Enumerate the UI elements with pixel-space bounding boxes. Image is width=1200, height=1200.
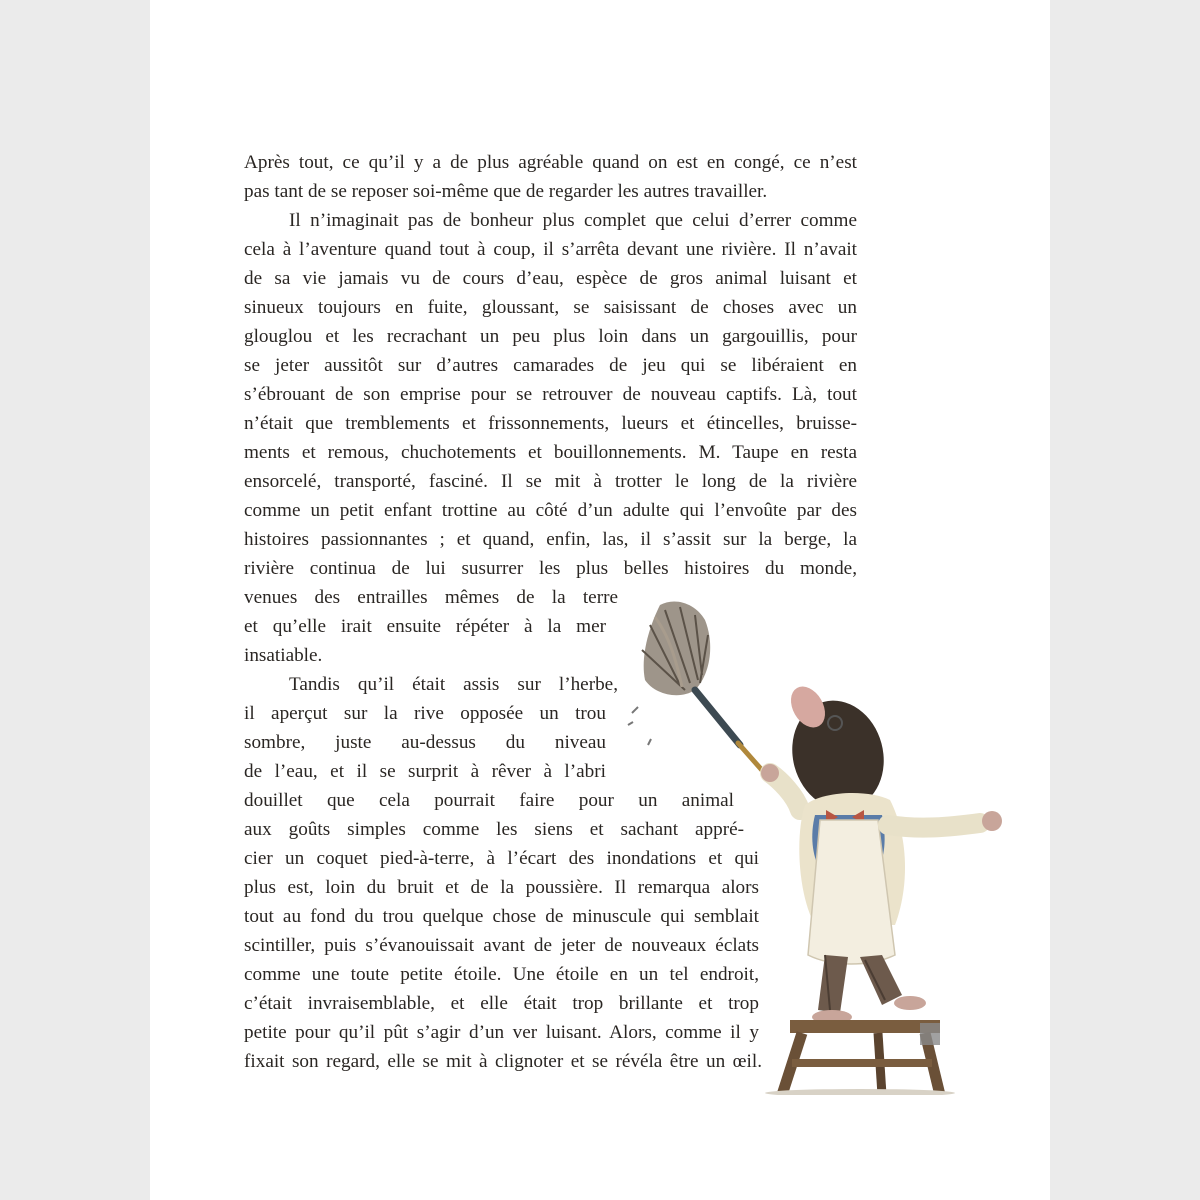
- text-line: cela à l’aventure quand tout à coup, il s’arrêta devant une rivière. Il n’avait: [244, 239, 857, 260]
- text-line: n’était que tremblements et frissonnements, lueurs et étincelles, bruisse-: [244, 413, 857, 434]
- feather-duster-icon: [628, 601, 768, 777]
- text-line: glouglou et les recrachant un peu plus loin dans un gargouillis, pour: [244, 326, 857, 347]
- text-line: fixait son regard, elle se mit à clignoter et se révéla être un œil.: [244, 1051, 762, 1072]
- text-line: c’était invraisemblable, et elle était trop brillante et trop: [244, 993, 759, 1014]
- text-line: de l’eau, et il se surprit à rêver à l’abri: [244, 761, 606, 782]
- text-line: comme un petit enfant trottine au côté d’un adulte qui l’envoûte par des: [244, 500, 857, 521]
- text-line: ments et remous, chuchotements et bouillonnements. M. Taupe en resta: [244, 442, 857, 463]
- text-line: histoires passionnantes ; et quand, enfin, las, il s’assit sur la berge, la: [244, 529, 857, 550]
- text-line: sinueux toujours en fuite, gloussant, se saisissant de choses avec un: [244, 297, 857, 318]
- text-line: scintiller, puis s’évanouissait avant de jeter de nouveaux éclats: [244, 935, 759, 956]
- text-line: Après tout, ce qu’il y a de plus agréable quand on est en congé, ce n’est: [244, 152, 857, 173]
- stepladder-icon: [782, 1020, 940, 1095]
- text-line: pas tant de se reposer soi-même que de regarder les autres travailler.: [244, 181, 768, 202]
- text-line: comme une toute petite étoile. Une étoile en un tel endroit,: [244, 964, 759, 985]
- text-line: tout au fond du trou quelque chose de minuscule qui semblait: [244, 906, 759, 927]
- text-line: il aperçut sur la rive opposée un trou: [244, 703, 606, 724]
- text-line: venues des entrailles mêmes de la terre: [244, 587, 618, 608]
- text-line: plus est, loin du bruit et de la poussière. Il remarqua alors: [244, 877, 759, 898]
- text-line: se jeter aussitôt sur d’autres camarades de jeu qui se libéraient en: [244, 355, 857, 376]
- text-line: sombre, juste au-dessus du niveau: [244, 732, 606, 753]
- text-line: ensorcelé, transporté, fasciné. Il se mit à trotter le long de la rivière: [244, 471, 857, 492]
- text-line: et qu’elle irait ensuite répéter à la mer: [244, 616, 606, 637]
- text-line: de sa vie jamais vu de cours d’eau, espèce de gros animal luisant et: [244, 268, 857, 289]
- text-line: Tandis qu’il était assis sur l’herbe,: [289, 674, 618, 695]
- text-line: aux goûts simples comme les siens et sachant appré-: [244, 819, 744, 840]
- book-page: [150, 0, 1050, 1200]
- text-line: douillet que cela pourrait faire pour un animal: [244, 790, 734, 811]
- text-line: rivière continua de lui susurrer les plus belles histoires du monde,: [244, 558, 857, 579]
- text-line: Il n’imaginait pas de bonheur plus complet que celui d’errer comme: [289, 210, 857, 231]
- text-line: cier un coquet pied-à-terre, à l’écart des inondations et qui: [244, 848, 759, 869]
- text-line: petite pour qu’il pût s’agir d’un ver luisant. Alors, comme il y: [244, 1022, 759, 1043]
- text-line: insatiable.: [244, 645, 323, 666]
- mole-illustration: [620, 595, 1030, 1095]
- text-line: s’ébrouant de son emprise pour se retrouver de nouveau captifs. Là, tout: [244, 384, 857, 405]
